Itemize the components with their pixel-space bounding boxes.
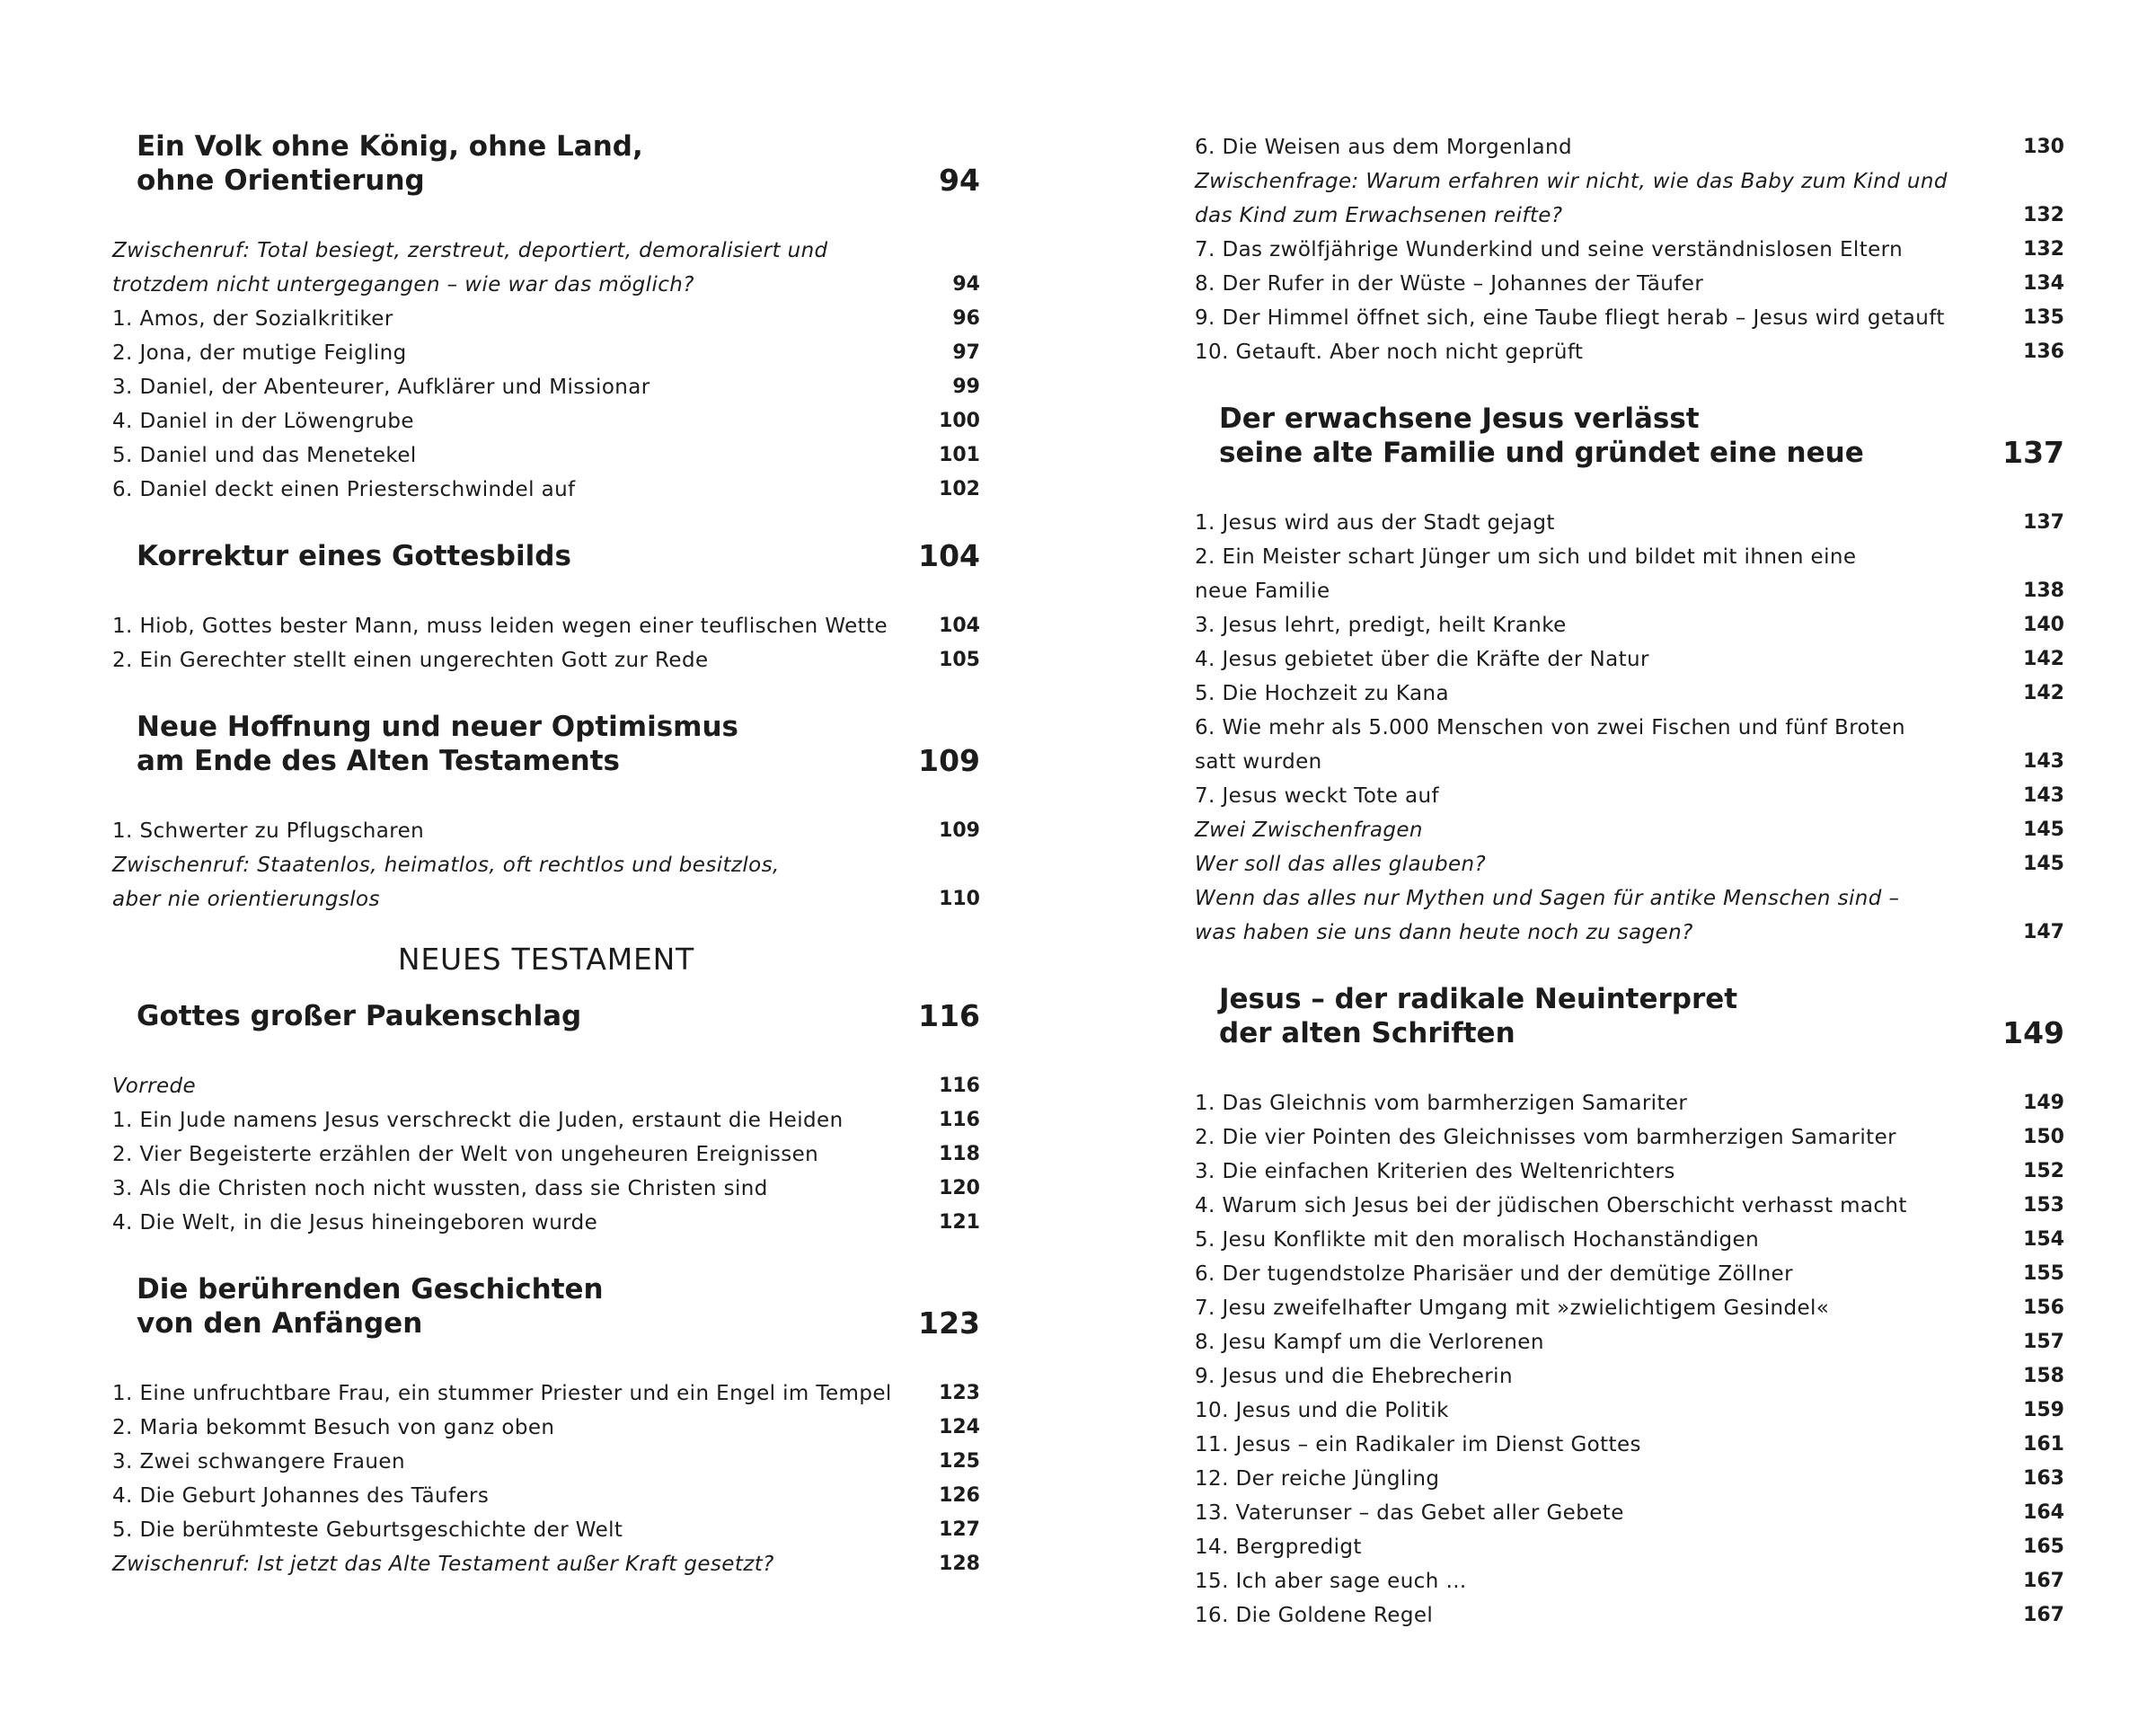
toc-entry-title: 14. Bergpredigt bbox=[1195, 1536, 1362, 1559]
chapter-heading bbox=[112, 129, 980, 198]
toc-entry-page: 165 bbox=[2023, 1536, 2064, 1558]
toc-entry-title: 5. Die Hochzeit zu Kana bbox=[1195, 682, 1449, 705]
toc-entry bbox=[112, 882, 980, 916]
toc-entry bbox=[112, 370, 980, 404]
toc-entry-title: 2. Vier Begeisterte erzählen der Welt von ungeheuren Ereignissen bbox=[112, 1143, 819, 1166]
toc-entry-title: 13. Vaterunser – das Gebet aller Gebete bbox=[1195, 1501, 1624, 1525]
toc-entry bbox=[1195, 916, 2064, 950]
toc-entry-page: 159 bbox=[2023, 1399, 2064, 1421]
toc-entry bbox=[112, 848, 980, 882]
toc-entry bbox=[112, 1411, 980, 1445]
toc-entry-page: 136 bbox=[2023, 341, 2064, 363]
toc-entry bbox=[1195, 881, 2064, 916]
toc-entry-page: 145 bbox=[2023, 853, 2064, 875]
chapter-heading-title: Ein Volk ohne König, ohne Land, ohne Orientierung bbox=[137, 130, 643, 197]
toc-entry-title: 1. Jesus wird aus der Stadt gejagt bbox=[1195, 511, 1555, 535]
toc-entry-title: 7. Jesu zweifelhafter Umgang mit »zwielichtigem Gesindel« bbox=[1195, 1297, 1830, 1320]
section-title: NEUES TESTAMENT bbox=[397, 942, 695, 977]
toc-entry-page: 143 bbox=[2023, 750, 2064, 773]
chapter-heading-page: 94 bbox=[939, 163, 980, 198]
toc-entry-title: satt wurden bbox=[1195, 750, 1322, 774]
toc-entry-title: 5. Jesu Konflikte mit den moralisch Hochanständigen bbox=[1195, 1228, 1760, 1252]
toc-entry-title: Wer soll das alles glauben? bbox=[1195, 853, 1487, 876]
toc-entry-title: 3. Daniel, der Abenteurer, Aufklärer und Missionar bbox=[112, 376, 650, 399]
toc-entry-title: 7. Das zwölfjährige Wunderkind und seine verständnislosen Eltern bbox=[1195, 238, 1904, 261]
toc-entry-page: 99 bbox=[952, 376, 980, 398]
toc-entry-title: 8. Der Rufer in der Wüste – Johannes der Täufer bbox=[1195, 272, 1704, 296]
toc-entry-page: 153 bbox=[2023, 1194, 2064, 1217]
toc-entry-page: 96 bbox=[952, 307, 980, 330]
chapter-heading-title: Der erwachsene Jesus verlässt seine alte Familie und gründet eine neue bbox=[1219, 403, 1864, 469]
toc-entry-page: 118 bbox=[939, 1143, 980, 1165]
toc-entry-title: 3. Zwei schwangere Frauen bbox=[112, 1450, 405, 1474]
chapter-heading-title: Gottes großer Paukenschlag bbox=[137, 1000, 582, 1032]
toc-entry-title: 7. Jesus weckt Tote auf bbox=[1195, 784, 1439, 808]
toc-entry-title: 1. Eine unfruchtbare Frau, ein stummer Priester und ein Engel im Tempel bbox=[112, 1382, 892, 1405]
chapter-heading-page: 104 bbox=[918, 538, 980, 573]
toc-entry-title: 4. Daniel in der Löwengrube bbox=[112, 410, 414, 433]
toc-entry bbox=[112, 1376, 980, 1411]
toc-entry-title: 1. Ein Jude namens Jesus verschreckt die Juden, erstaunt die Heiden bbox=[112, 1109, 844, 1132]
toc-entry-title: Wenn das alles nur Mythen und Sagen für antike Menschen sind – bbox=[1195, 887, 1900, 910]
toc-entry-title: 1. Schwerter zu Pflugscharen bbox=[112, 819, 425, 843]
toc-entry-title: 1. Hiob, Gottes bester Mann, muss leiden wegen einer teuflischen Wette bbox=[112, 615, 888, 638]
toc-entry bbox=[1195, 1120, 2064, 1155]
toc-entry-title: 2. Ein Meister schart Jünger um sich und bildet mit ihnen eine bbox=[1195, 545, 1857, 569]
toc-entry-title: 4. Die Welt, in die Jesus hineingeboren wurde bbox=[112, 1211, 598, 1235]
toc-entry bbox=[112, 268, 980, 302]
toc-entry bbox=[1195, 1598, 2064, 1633]
chapter-heading bbox=[112, 1272, 980, 1341]
toc-entry-page: 110 bbox=[939, 888, 980, 910]
toc-entry-title: 2. Jona, der mutige Feigling bbox=[112, 341, 407, 365]
toc-entry-page: 132 bbox=[2023, 204, 2064, 226]
toc-entry bbox=[1195, 1086, 2064, 1120]
toc-entry-page: 134 bbox=[2023, 272, 2064, 295]
toc-entry bbox=[1195, 677, 2064, 711]
toc-entry bbox=[112, 1547, 980, 1581]
toc-entry bbox=[112, 643, 980, 677]
toc-entry-page: 135 bbox=[2023, 306, 2064, 329]
toc-entry-page: 137 bbox=[2023, 511, 2064, 534]
toc-entry-page: 142 bbox=[2023, 648, 2064, 670]
toc-entry-page: 128 bbox=[939, 1553, 980, 1575]
chapter-heading-title: Jesus – der radikale Neuinterpret der alten Schriften bbox=[1219, 983, 1738, 1049]
toc-entry bbox=[1195, 506, 2064, 540]
toc-entry bbox=[1195, 574, 2064, 608]
toc-entry-page: 142 bbox=[2023, 682, 2064, 704]
toc-entry bbox=[1195, 779, 2064, 813]
toc-entry bbox=[1195, 1530, 2064, 1564]
toc-entry bbox=[112, 336, 980, 370]
toc-entry-page: 150 bbox=[2023, 1126, 2064, 1148]
toc-entry-page: 156 bbox=[2023, 1297, 2064, 1319]
toc-entry-title: 5. Daniel und das Menetekel bbox=[112, 444, 417, 467]
toc-entry-title: aber nie orientierungslos bbox=[112, 888, 380, 911]
toc-entry bbox=[1195, 1189, 2064, 1223]
toc-entry bbox=[112, 609, 980, 643]
toc-entry bbox=[112, 1069, 980, 1103]
chapter-heading bbox=[112, 539, 980, 573]
toc-entry bbox=[112, 1103, 980, 1137]
chapter-heading-title: Die berührenden Geschichten von den Anfängen bbox=[137, 1273, 604, 1340]
toc-entry bbox=[1195, 1394, 2064, 1428]
toc-entry-title: 8. Jesu Kampf um die Verlorenen bbox=[1195, 1331, 1544, 1354]
toc-entry-title: 2. Die vier Pointen des Gleichnisses vom barmherzigen Samariter bbox=[1195, 1126, 1896, 1149]
toc-entry-page: 145 bbox=[2023, 819, 2064, 841]
toc-entry-title: 4. Jesus gebietet über die Kräfte der Natur bbox=[1195, 648, 1649, 671]
toc-entry-page: 147 bbox=[2023, 921, 2064, 943]
toc-entry bbox=[1195, 199, 2064, 233]
toc-entry-page: 101 bbox=[939, 444, 980, 466]
toc-entry bbox=[1195, 130, 2064, 164]
toc-entry-title: 9. Jesus und die Ehebrecherin bbox=[1195, 1365, 1513, 1388]
toc-entry-title: 6. Daniel deckt einen Priesterschwindel auf bbox=[112, 478, 576, 501]
chapter-heading-page: 116 bbox=[918, 998, 980, 1033]
chapter-heading-page: 123 bbox=[918, 1305, 980, 1341]
toc-entry-title: 2. Ein Gerechter stellt einen ungerechten Gott zur Rede bbox=[112, 649, 709, 672]
toc-entry-title: 3. Jesus lehrt, predigt, heilt Kranke bbox=[1195, 614, 1567, 637]
toc-entry bbox=[1195, 267, 2064, 301]
toc-entry-page: 154 bbox=[2023, 1228, 2064, 1251]
toc-entry-title: 16. Die Goldene Regel bbox=[1195, 1604, 1434, 1627]
toc-entry bbox=[112, 1513, 980, 1547]
toc-entry-page: 97 bbox=[952, 341, 980, 364]
toc-entry bbox=[1195, 1291, 2064, 1325]
toc-entry-page: 125 bbox=[939, 1450, 980, 1473]
toc-entry bbox=[1195, 1428, 2064, 1462]
toc-entry-page: 138 bbox=[2023, 580, 2064, 602]
toc-entry bbox=[112, 404, 980, 438]
toc-entry-page: 127 bbox=[939, 1518, 980, 1541]
toc-entry-page: 167 bbox=[2023, 1604, 2064, 1626]
toc-entry-page: 109 bbox=[939, 819, 980, 842]
toc-entry-page: 149 bbox=[2023, 1092, 2064, 1114]
toc-entry bbox=[112, 1172, 980, 1206]
toc-entry-page: 104 bbox=[939, 615, 980, 637]
toc-entry-page: 152 bbox=[2023, 1160, 2064, 1182]
toc-entry-title: was haben sie uns dann heute noch zu sagen? bbox=[1195, 921, 1693, 944]
toc-entry bbox=[112, 814, 980, 848]
toc-entry bbox=[112, 1445, 980, 1479]
toc-entry-title: neue Familie bbox=[1195, 580, 1330, 603]
chapter-heading bbox=[1195, 982, 2064, 1050]
toc-entry-page: 140 bbox=[2023, 614, 2064, 636]
toc-entry-page: 116 bbox=[939, 1109, 980, 1131]
chapter-heading-page: 137 bbox=[2002, 435, 2064, 470]
toc-entry-title: 6. Wie mehr als 5.000 Menschen von zwei Fischen und fünf Broten bbox=[1195, 716, 1905, 739]
chapter-heading-page: 109 bbox=[918, 743, 980, 778]
toc-entry-title: trotzdem nicht untergegangen – wie war das möglich? bbox=[112, 273, 694, 296]
toc-entry-title: 4. Warum sich Jesus bei der jüdischen Oberschicht verhasst macht bbox=[1195, 1194, 1907, 1217]
toc-entry-page: 121 bbox=[939, 1211, 980, 1234]
toc-entry-page: 94 bbox=[952, 273, 980, 296]
toc-entry-page: 102 bbox=[939, 478, 980, 500]
toc-entry bbox=[1195, 1462, 2064, 1496]
toc-entry bbox=[1195, 1223, 2064, 1257]
toc-entry-title: 1. Amos, der Sozialkritiker bbox=[112, 307, 393, 331]
toc-entry-title: Zwischenruf: Ist jetzt das Alte Testament außer Kraft gesetzt? bbox=[112, 1553, 774, 1576]
toc-entry-title: Vorrede bbox=[112, 1075, 197, 1098]
toc-entry bbox=[1195, 1359, 2064, 1394]
toc-entry-page: 123 bbox=[939, 1382, 980, 1404]
toc-entry-title: 11. Jesus – ein Radikaler im Dienst Gottes bbox=[1195, 1433, 1641, 1456]
toc-entry bbox=[1195, 745, 2064, 779]
toc-entry bbox=[112, 473, 980, 507]
toc-entry-page: 132 bbox=[2023, 238, 2064, 261]
toc-entry-title: 10. Jesus und die Politik bbox=[1195, 1399, 1449, 1422]
toc-entry bbox=[1195, 1496, 2064, 1530]
toc-entry-title: 3. Die einfachen Kriterien des Weltenrichters bbox=[1195, 1160, 1675, 1183]
toc-entry bbox=[1195, 813, 2064, 847]
toc-entry-page: 126 bbox=[939, 1484, 980, 1507]
toc-entry-title: Zwei Zwischenfragen bbox=[1195, 819, 1423, 842]
toc-entry bbox=[1195, 335, 2064, 369]
toc-entry-title: 2. Maria bekommt Besuch von ganz oben bbox=[112, 1416, 555, 1439]
toc-entry-page: 116 bbox=[939, 1075, 980, 1097]
toc-entry bbox=[1195, 1325, 2064, 1359]
toc-entry bbox=[1195, 301, 2064, 335]
chapter-heading bbox=[1195, 402, 2064, 470]
toc-entry-title: Zwischenruf: Staatenlos, heimatlos, oft rechtlos und besitzlos, bbox=[112, 854, 780, 877]
chapter-heading-title: Korrektur eines Gottesbilds bbox=[137, 540, 571, 572]
toc-entry bbox=[1195, 1257, 2064, 1291]
toc-entry bbox=[1195, 540, 2064, 574]
toc-entry-page: 158 bbox=[2023, 1365, 2064, 1387]
toc-entry-page: 161 bbox=[2023, 1433, 2064, 1456]
toc-entry-page: 143 bbox=[2023, 784, 2064, 807]
chapter-heading bbox=[112, 710, 980, 778]
toc-entry-page: 120 bbox=[939, 1177, 980, 1199]
toc-entry-title: 9. Der Himmel öffnet sich, eine Taube fliegt herab – Jesus wird getauft bbox=[1195, 306, 1945, 330]
toc-entry bbox=[112, 1479, 980, 1513]
toc-entry-title: das Kind zum Erwachsenen reifte? bbox=[1195, 204, 1563, 227]
toc-entry-title: Zwischenruf: Total besiegt, zerstreut, deportiert, demoralisiert und bbox=[112, 239, 828, 262]
toc-entry bbox=[112, 1137, 980, 1172]
toc-entry-title: 12. Der reiche Jüngling bbox=[1195, 1467, 1440, 1491]
toc-entry-page: 105 bbox=[939, 649, 980, 671]
toc-entry bbox=[1195, 608, 2064, 642]
toc-entry-title: 3. Als die Christen noch nicht wussten, dass sie Christen sind bbox=[112, 1177, 768, 1200]
toc-entry bbox=[1195, 847, 2064, 881]
toc-entry bbox=[1195, 711, 2064, 745]
chapter-heading-page: 149 bbox=[2002, 1015, 2064, 1050]
toc-entry-page: 167 bbox=[2023, 1570, 2064, 1592]
toc-entry bbox=[112, 234, 980, 268]
toc-entry-title: 10. Getauft. Aber noch nicht geprüft bbox=[1195, 341, 1584, 364]
toc-entry-page: 163 bbox=[2023, 1467, 2064, 1490]
toc-entry bbox=[1195, 1564, 2064, 1598]
toc-entry-page: 164 bbox=[2023, 1501, 2064, 1524]
toc-entry-title: 5. Die berühmteste Geburtsgeschichte der Welt bbox=[112, 1518, 623, 1542]
chapter-heading bbox=[112, 999, 980, 1033]
toc-entry-title: 6. Der tugendstolze Pharisäer und der demütige Zöllner bbox=[1195, 1262, 1793, 1286]
toc-entry-page: 124 bbox=[939, 1416, 980, 1438]
toc-entry-title: 15. Ich aber sage euch … bbox=[1195, 1570, 1467, 1593]
toc-entry bbox=[1195, 233, 2064, 267]
toc-entry-title: 6. Die Weisen aus dem Morgenland bbox=[1195, 136, 1572, 159]
toc-entry-title: 4. Die Geburt Johannes des Täufers bbox=[112, 1484, 490, 1508]
toc-entry-title: Zwischenfrage: Warum erfahren wir nicht, wie das Baby zum Kind und bbox=[1195, 170, 1948, 193]
toc-entry-page: 100 bbox=[939, 410, 980, 432]
toc-entry bbox=[1195, 164, 2064, 199]
toc-entry bbox=[1195, 1155, 2064, 1189]
toc-entry bbox=[1195, 642, 2064, 677]
toc-entry bbox=[112, 1206, 980, 1240]
toc-entry-page: 155 bbox=[2023, 1262, 2064, 1285]
toc-entry-page: 157 bbox=[2023, 1331, 2064, 1353]
toc-entry-page: 130 bbox=[2023, 136, 2064, 158]
toc-entry-title: 1. Das Gleichnis vom barmherzigen Samariter bbox=[1195, 1092, 1688, 1115]
toc-entry bbox=[112, 438, 980, 473]
toc-entry bbox=[112, 302, 980, 336]
chapter-heading-title: Neue Hoffnung und neuer Optimismus am Ende des Alten Testaments bbox=[137, 711, 738, 777]
